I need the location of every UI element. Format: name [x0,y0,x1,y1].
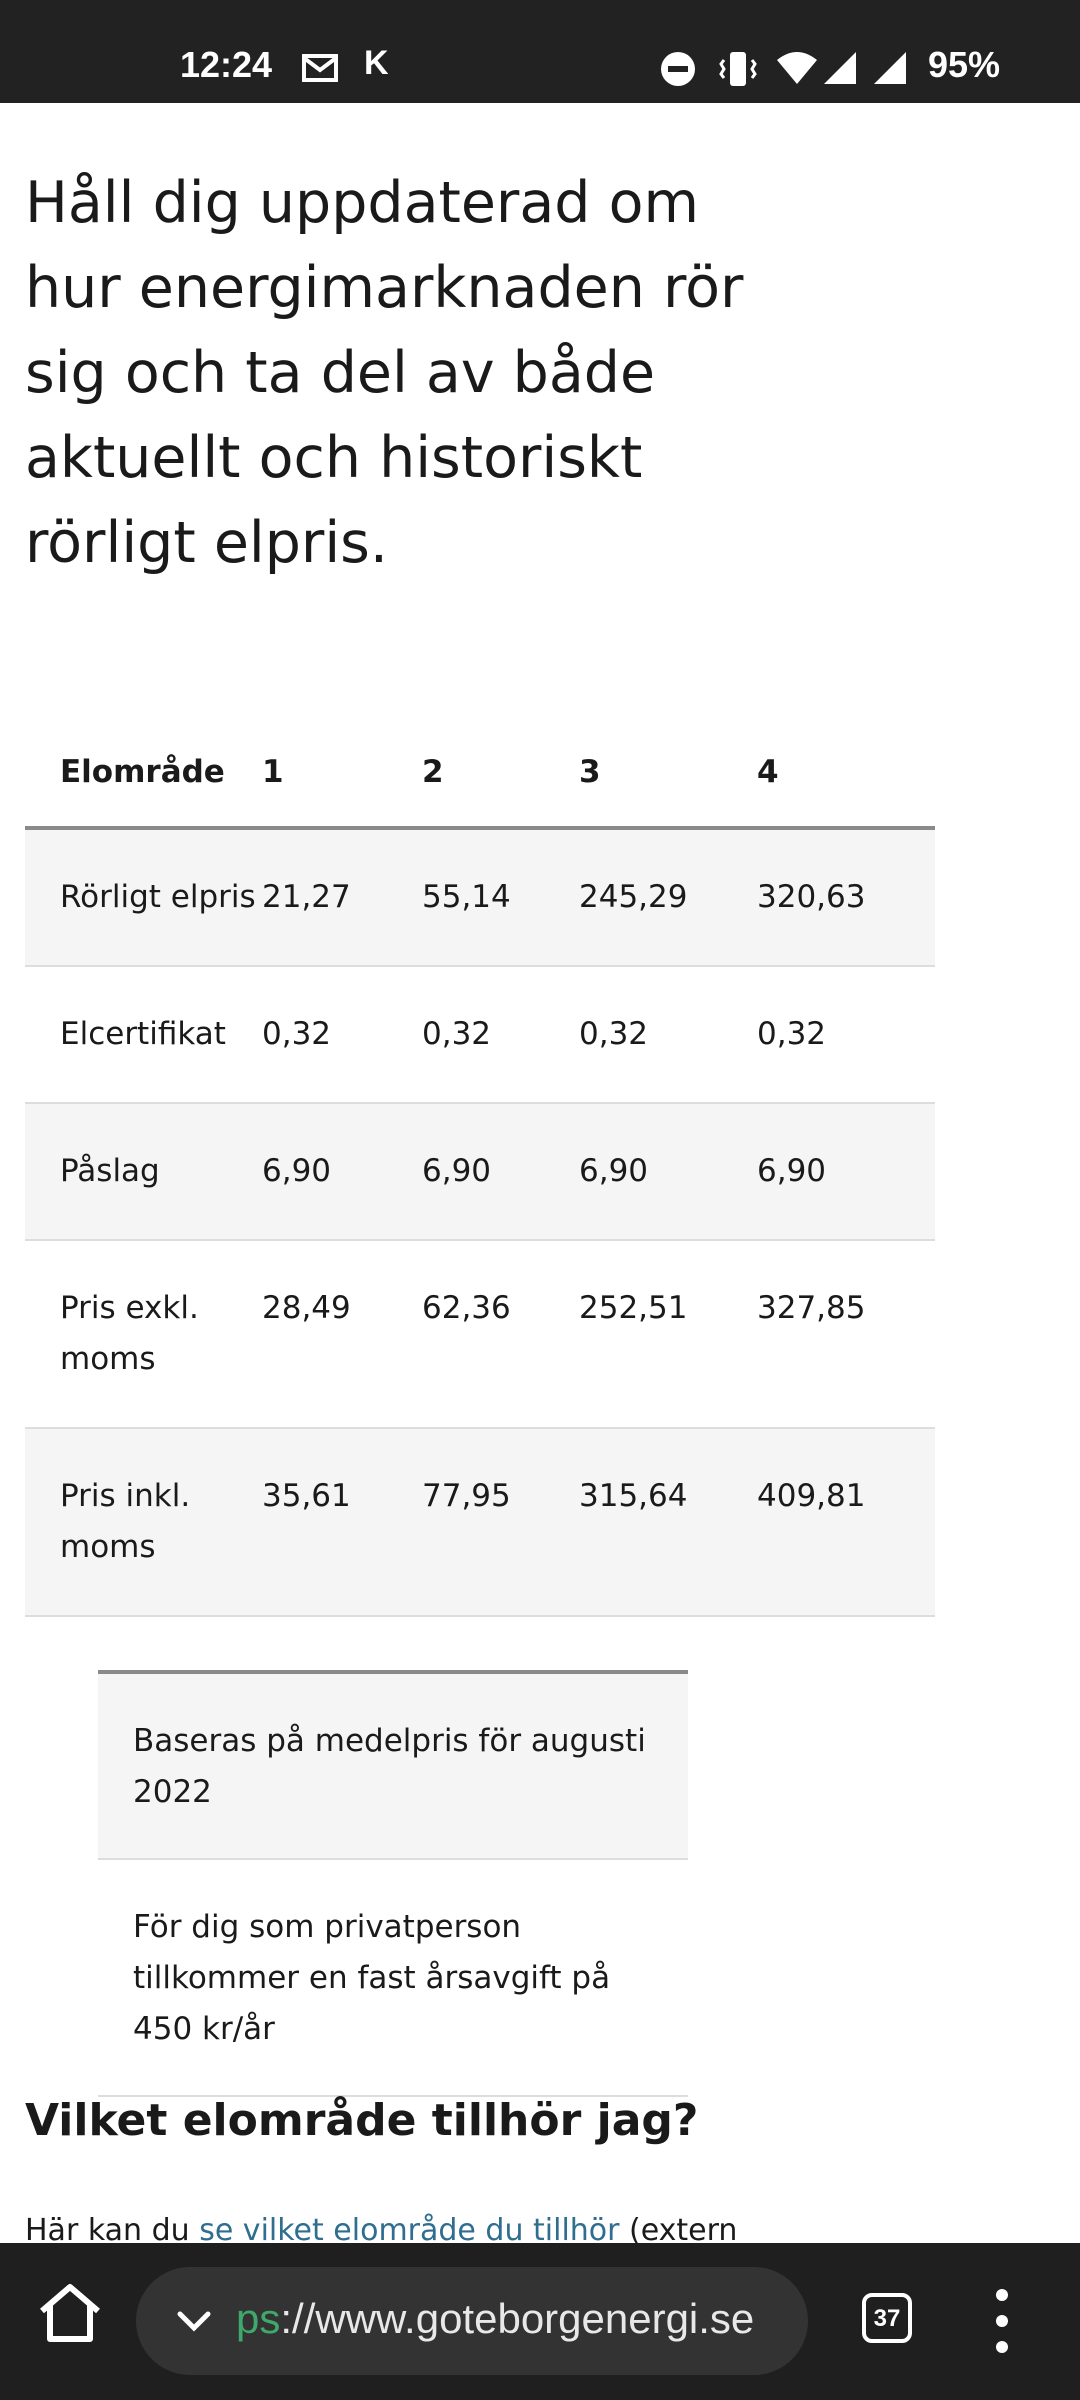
table-header-cell: 4 [757,718,935,828]
row-label: Elcertifikat [25,966,262,1103]
table-cell: 315,64 [579,1428,757,1616]
table-header-cell: Elområde [25,718,262,828]
info-cell: Baseras på medelpris för augusti 2022 [98,1672,688,1859]
section-text-before: Här kan du [25,2213,200,2243]
table-row [98,1859,688,2096]
tab-count: 37 [873,2305,901,2332]
status-time: 12:24 [180,44,273,85]
url-text [236,2295,796,2343]
wifi-icon [776,50,818,86]
section-heading: Vilket elområde tillhör jag? [25,2095,699,2146]
table-cell: 6,90 [757,1103,935,1240]
table-row [25,966,935,1103]
status-bar [0,0,1080,103]
url-scheme: ps [236,2295,281,2342]
row-label: Pris exkl. moms [25,1240,262,1428]
info-table [98,1670,688,2097]
table-cell: 55,14 [422,828,579,966]
row-label: Rörligt elpris [25,828,262,966]
section-text [25,2213,737,2243]
row-label: Påslag [25,1103,262,1240]
info-cell: För dig som privatperson tillkommer en fast årsavgift på 450 kr/år [98,1859,688,2096]
web-content[interactable] [0,103,1080,2243]
table-cell: 77,95 [422,1428,579,1616]
table-cell: 327,85 [757,1240,935,1428]
table-cell: 6,90 [579,1103,757,1240]
elomrade-link[interactable]: se vilket elområde du tillhör [199,2213,620,2243]
row-label: Pris inkl. moms [25,1428,262,1616]
home-icon[interactable] [30,2273,110,2353]
table-row [25,1240,935,1428]
table-cell: 0,32 [262,966,422,1103]
table-cell: 252,51 [579,1240,757,1428]
vibrate-icon [718,50,758,88]
table-row [25,828,935,966]
table-cell: 320,63 [757,828,935,966]
k-icon: K [364,44,389,82]
url-host: ://www.goteborgenergi.se [280,2295,755,2342]
more-menu-icon[interactable] [982,2283,1022,2359]
table-row [25,1103,935,1240]
table-cell: 245,29 [579,828,757,966]
table-cell: 62,36 [422,1240,579,1428]
table-header-cell: 2 [422,718,579,828]
dnd-icon [660,51,696,87]
table-header-cell: 3 [579,718,757,828]
gmail-icon [302,54,338,82]
table-cell: 6,90 [422,1103,579,1240]
table-header-cell: 1 [262,718,422,828]
signal-icon [822,50,858,86]
table-cell: 409,81 [757,1428,935,1616]
chevron-down-icon[interactable] [172,2299,216,2343]
intro-text: Håll dig uppdaterad om hur energimarknaden rör sig och ta del av både aktuellt och historiskt rörligt elpris. [25,170,744,576]
table-cell: 35,61 [262,1428,422,1616]
table-cell: 0,32 [579,966,757,1103]
table-cell: 28,49 [262,1240,422,1428]
price-table [25,718,935,1617]
table-header-row [25,718,935,828]
tab-switcher-button[interactable] [862,2293,912,2343]
url-bar[interactable] [136,2267,808,2375]
table-cell: 0,32 [422,966,579,1103]
table-cell: 21,27 [262,828,422,966]
battery-level: 95% [928,44,1001,85]
browser-toolbar [0,2243,1080,2400]
table-cell: 0,32 [757,966,935,1103]
signal-icon [872,50,908,86]
table-row [25,1428,935,1616]
table-row [98,1672,688,1859]
section-text-after: (extern [619,2213,738,2243]
table-cell: 6,90 [262,1103,422,1240]
